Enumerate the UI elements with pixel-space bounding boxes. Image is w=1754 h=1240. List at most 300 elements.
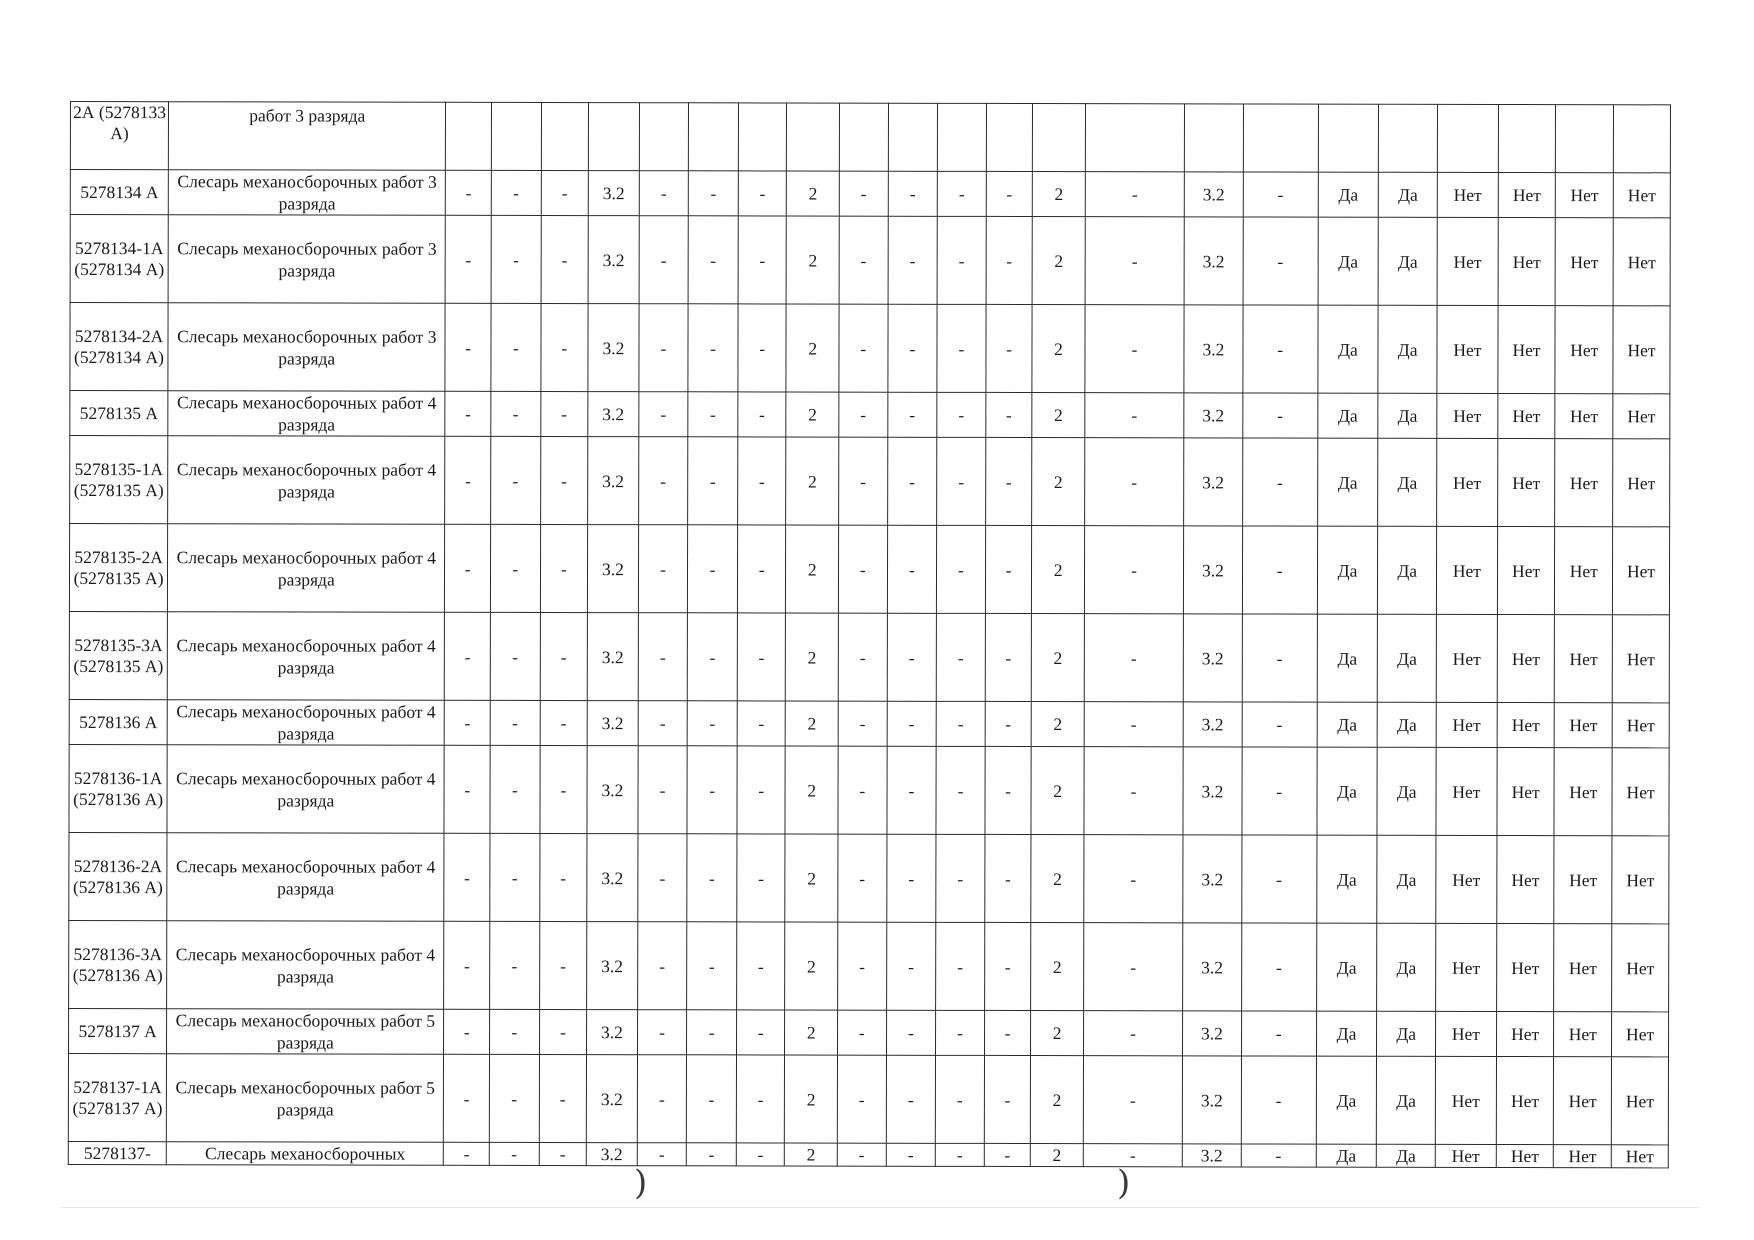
- value-cell-12: -: [985, 746, 1032, 834]
- value-cell-20: Нет: [1497, 702, 1555, 747]
- value-cell-14: -: [1085, 172, 1184, 217]
- value-cell-3: -: [540, 524, 588, 612]
- value-cell-6: -: [687, 1010, 737, 1055]
- value-cell-6: -: [688, 304, 738, 392]
- binder-hole-mark-left: ): [634, 1163, 648, 1203]
- position-name-cell: Слесарь механосборочных работ 3 разряда: [168, 215, 445, 304]
- table-row: [69, 1008, 1669, 1056]
- value-cell-12: -: [984, 1143, 1031, 1166]
- value-cell-16: -: [1242, 747, 1317, 835]
- position-name-cell: Слесарь механосборочных работ 5 разряда: [167, 1009, 444, 1055]
- value-cell-22: Нет: [1613, 218, 1670, 306]
- value-cell-17: Да: [1316, 1056, 1377, 1144]
- value-cell-16: -: [1242, 835, 1317, 923]
- value-cell-19: Нет: [1436, 702, 1497, 747]
- value-cell-16: -: [1242, 614, 1317, 702]
- value-cell-22: Нет: [1613, 439, 1670, 527]
- value-cell-17: Да: [1316, 923, 1377, 1011]
- value-cell-7: -: [737, 834, 786, 922]
- value-cell-3: -: [540, 745, 588, 833]
- value-cell-13: 2: [1031, 923, 1084, 1011]
- value-cell-13: 2: [1032, 438, 1085, 526]
- value-cell-4: 3.2: [588, 525, 639, 613]
- value-cell-13: 2: [1032, 393, 1085, 438]
- value-cell-3: -: [540, 436, 588, 524]
- value-cell-21: Нет: [1555, 218, 1613, 306]
- value-cell-5: -: [637, 1010, 687, 1055]
- value-cell-19: Нет: [1436, 747, 1497, 835]
- value-cell-19: Нет: [1436, 614, 1497, 702]
- value-cell-14: [1085, 104, 1184, 172]
- value-cell-1: -: [445, 303, 491, 391]
- value-cell-7: -: [737, 525, 786, 613]
- value-cell-16: -: [1243, 172, 1318, 217]
- value-cell-7: -: [738, 216, 787, 304]
- value-cell-20: Нет: [1496, 923, 1554, 1011]
- value-cell-3: [541, 102, 589, 170]
- value-cell-11: -: [937, 437, 986, 525]
- value-cell-1: -: [444, 921, 490, 1009]
- position-code-cell: 5278137-1А (5278137 А): [68, 1053, 166, 1141]
- value-cell-19: Нет: [1435, 1056, 1496, 1144]
- value-cell-19: Нет: [1436, 923, 1497, 1011]
- value-cell-14: -: [1085, 438, 1184, 526]
- value-cell-14: -: [1084, 526, 1183, 614]
- value-cell-18: Да: [1378, 614, 1437, 702]
- value-cell-12: -: [986, 392, 1033, 437]
- value-cell-14: -: [1084, 702, 1183, 747]
- value-cell-12: -: [986, 216, 1033, 304]
- value-cell-13: [1033, 104, 1086, 172]
- value-cell-20: Нет: [1498, 217, 1556, 305]
- table-row: [68, 1141, 1668, 1167]
- value-cell-22: Нет: [1611, 1057, 1668, 1145]
- value-cell-4: 3.2: [586, 1055, 637, 1143]
- value-cell-19: Нет: [1437, 438, 1498, 526]
- value-cell-7: [738, 103, 787, 171]
- value-cell-10: -: [887, 437, 937, 525]
- value-cell-1: -: [445, 700, 491, 745]
- position-code-cell: 5278134-2А (5278134 А): [70, 303, 168, 391]
- position-name-cell: Слесарь механосборочных работ 4 разряда: [168, 391, 445, 437]
- value-cell-21: Нет: [1555, 439, 1613, 527]
- value-cell-22: Нет: [1613, 527, 1670, 615]
- value-cell-18: Да: [1377, 835, 1436, 923]
- value-cell-14: -: [1085, 217, 1184, 305]
- value-cell-15: 3.2: [1183, 747, 1242, 835]
- value-cell-7: -: [737, 613, 786, 701]
- value-cell-15: 3.2: [1184, 217, 1243, 305]
- table-body: [68, 102, 1670, 1168]
- value-cell-10: -: [886, 1055, 936, 1143]
- table-row: [70, 303, 1670, 394]
- value-cell-12: -: [985, 437, 1032, 525]
- value-cell-20: Нет: [1496, 1056, 1554, 1144]
- value-cell-9: -: [838, 613, 887, 701]
- value-cell-21: [1556, 105, 1614, 173]
- value-cell-15: 3.2: [1183, 835, 1242, 923]
- value-cell-4: 3.2: [588, 392, 639, 437]
- value-cell-8: 2: [786, 392, 839, 437]
- value-cell-22: Нет: [1612, 703, 1669, 748]
- value-cell-8: 2: [786, 437, 839, 525]
- value-cell-21: Нет: [1556, 173, 1614, 218]
- attestation-table: [68, 101, 1671, 1168]
- value-cell-3: -: [541, 170, 589, 215]
- value-cell-2: -: [490, 745, 540, 833]
- value-cell-13: 2: [1032, 614, 1085, 702]
- value-cell-20: Нет: [1496, 1144, 1554, 1167]
- value-cell-15: 3.2: [1182, 1056, 1241, 1144]
- value-cell-19: Нет: [1436, 1011, 1497, 1056]
- value-cell-1: -: [446, 170, 492, 215]
- value-cell-5: -: [639, 304, 689, 392]
- value-cell-2: -: [489, 1009, 539, 1054]
- value-cell-11: -: [937, 525, 986, 613]
- value-cell-18: Да: [1378, 438, 1437, 526]
- value-cell-11: -: [937, 171, 986, 216]
- value-cell-11: [938, 103, 987, 171]
- table-row: [70, 391, 1670, 439]
- value-cell-17: Да: [1317, 614, 1378, 702]
- value-cell-6: -: [688, 216, 738, 304]
- position-name-cell: Слесарь механосборочных работ 4 разряда: [167, 833, 444, 922]
- value-cell-4: 3.2: [587, 1010, 638, 1055]
- value-cell-4: 3.2: [586, 1143, 637, 1166]
- value-cell-1: -: [445, 612, 491, 700]
- value-cell-7: -: [738, 171, 787, 216]
- value-cell-1: -: [444, 1054, 490, 1142]
- value-cell-15: 3.2: [1183, 526, 1242, 614]
- value-cell-13: 2: [1031, 835, 1084, 923]
- value-cell-17: Да: [1316, 1144, 1377, 1167]
- table-row: [69, 832, 1669, 923]
- value-cell-14: -: [1083, 1011, 1182, 1056]
- value-cell-11: -: [936, 701, 985, 746]
- position-name-cell: Слесарь механосборочных: [166, 1142, 443, 1166]
- value-cell-17: Да: [1316, 1011, 1377, 1056]
- value-cell-3: -: [540, 700, 588, 745]
- value-cell-15: 3.2: [1184, 393, 1243, 438]
- value-cell-12: -: [984, 1055, 1031, 1143]
- value-cell-21: Нет: [1555, 703, 1613, 748]
- value-cell-16: -: [1243, 305, 1318, 393]
- table-row: [70, 215, 1670, 306]
- value-cell-14: -: [1084, 747, 1183, 835]
- value-cell-12: -: [985, 701, 1032, 746]
- value-cell-16: -: [1242, 438, 1317, 526]
- position-code-cell: 5278136-1А (5278136 А): [69, 744, 167, 832]
- value-cell-16: -: [1243, 217, 1318, 305]
- value-cell-17: Да: [1317, 393, 1378, 438]
- table-row: [69, 920, 1669, 1011]
- value-cell-3: -: [539, 1142, 587, 1165]
- position-name-cell: Слесарь механосборочных работ 3 разряда: [168, 303, 445, 392]
- value-cell-19: Нет: [1436, 835, 1497, 923]
- value-cell-22: Нет: [1613, 173, 1670, 218]
- value-cell-11: -: [935, 1055, 984, 1143]
- value-cell-2: -: [491, 303, 541, 391]
- value-cell-13: 2: [1032, 526, 1085, 614]
- position-code-cell: 5278137 А: [69, 1008, 167, 1053]
- value-cell-16: -: [1242, 526, 1317, 614]
- value-cell-7: -: [737, 746, 786, 834]
- value-cell-3: -: [539, 921, 587, 1009]
- value-cell-10: -: [887, 613, 937, 701]
- value-cell-18: [1379, 104, 1438, 172]
- table-row: [70, 436, 1670, 527]
- value-cell-21: Нет: [1554, 836, 1612, 924]
- value-cell-14: -: [1085, 393, 1184, 438]
- position-name-cell: Слесарь механосборочных работ 4 разряда: [167, 700, 444, 746]
- value-cell-2: -: [491, 215, 541, 303]
- value-cell-20: Нет: [1498, 172, 1556, 217]
- binder-hole-mark-right: ): [1117, 1163, 1131, 1203]
- value-cell-18: Да: [1378, 393, 1437, 438]
- value-cell-20: Нет: [1497, 747, 1555, 835]
- value-cell-5: -: [638, 437, 688, 525]
- value-cell-13: 2: [1031, 747, 1084, 835]
- value-cell-21: Нет: [1554, 1057, 1612, 1145]
- value-cell-4: [588, 103, 639, 171]
- value-cell-13: 2: [1031, 702, 1084, 747]
- value-cell-4: 3.2: [587, 701, 638, 746]
- value-cell-7: -: [737, 701, 786, 746]
- value-cell-14: -: [1083, 923, 1182, 1011]
- value-cell-10: -: [888, 216, 938, 304]
- value-cell-8: 2: [787, 171, 840, 216]
- value-cell-6: -: [689, 171, 739, 216]
- value-cell-3: -: [539, 833, 587, 921]
- value-cell-9: [839, 103, 888, 171]
- value-cell-4: 3.2: [587, 922, 638, 1010]
- value-cell-7: -: [736, 922, 785, 1010]
- value-cell-14: -: [1083, 1144, 1182, 1167]
- value-cell-21: Нет: [1554, 1145, 1612, 1168]
- value-cell-22: Нет: [1613, 306, 1670, 394]
- value-cell-17: Да: [1318, 217, 1379, 305]
- value-cell-6: -: [687, 922, 737, 1010]
- value-cell-4: 3.2: [587, 613, 638, 701]
- value-cell-13: 2: [1033, 172, 1086, 217]
- value-cell-15: 3.2: [1183, 614, 1242, 702]
- value-cell-6: -: [687, 1143, 737, 1166]
- value-cell-5: -: [637, 922, 687, 1010]
- value-cell-1: [446, 102, 492, 170]
- position-code-cell: 5278135-1А (5278135 А): [70, 436, 168, 524]
- value-cell-5: -: [637, 1055, 687, 1143]
- value-cell-4: 3.2: [588, 216, 639, 304]
- value-cell-7: -: [738, 304, 787, 392]
- table-row: [68, 1053, 1668, 1144]
- value-cell-6: -: [687, 834, 737, 922]
- position-name-cell: Слесарь механосборочных работ 4 разряда: [167, 921, 444, 1010]
- value-cell-21: Нет: [1554, 748, 1612, 836]
- value-cell-7: -: [738, 392, 787, 437]
- value-cell-1: -: [444, 833, 490, 921]
- value-cell-13: 2: [1031, 1056, 1084, 1144]
- value-cell-14: -: [1084, 835, 1183, 923]
- value-cell-4: 3.2: [587, 834, 638, 922]
- position-name-cell: Слесарь механосборочных работ 4 разряда: [168, 436, 445, 525]
- value-cell-6: -: [688, 437, 738, 525]
- value-cell-18: Да: [1378, 526, 1437, 614]
- value-cell-3: -: [539, 1054, 587, 1142]
- position-code-cell: 5278134-1А (5278134 А): [70, 215, 168, 303]
- value-cell-11: -: [936, 746, 985, 834]
- value-cell-10: -: [886, 1010, 936, 1055]
- position-name-cell: работ 3 разряда: [169, 102, 446, 171]
- value-cell-12: -: [986, 171, 1033, 216]
- value-cell-18: Да: [1378, 217, 1437, 305]
- value-cell-11: -: [936, 834, 985, 922]
- value-cell-14: -: [1083, 1056, 1182, 1144]
- value-cell-7: -: [736, 1143, 785, 1166]
- value-cell-18: Да: [1377, 1056, 1436, 1144]
- value-cell-5: [639, 103, 689, 171]
- value-cell-15: 3.2: [1183, 923, 1242, 1011]
- value-cell-17: Да: [1317, 747, 1378, 835]
- value-cell-6: [689, 103, 739, 171]
- value-cell-1: -: [444, 1009, 490, 1054]
- value-cell-8: 2: [785, 1143, 838, 1166]
- value-cell-7: -: [737, 437, 786, 525]
- value-cell-12: -: [985, 834, 1032, 922]
- value-cell-20: Нет: [1497, 438, 1555, 526]
- value-cell-9: -: [839, 171, 888, 216]
- value-cell-21: Нет: [1555, 615, 1613, 703]
- value-cell-2: -: [490, 700, 540, 745]
- value-cell-2: -: [490, 524, 540, 612]
- value-cell-5: -: [638, 746, 688, 834]
- value-cell-20: [1498, 104, 1556, 172]
- value-cell-2: -: [489, 1142, 539, 1165]
- value-cell-6: -: [688, 613, 738, 701]
- position-code-cell: 5278136-2А (5278136 А): [69, 832, 167, 920]
- value-cell-4: 3.2: [588, 304, 639, 392]
- value-cell-9: -: [838, 746, 887, 834]
- value-cell-8: 2: [786, 525, 839, 613]
- value-cell-11: -: [937, 392, 986, 437]
- value-cell-11: -: [935, 1143, 984, 1166]
- value-cell-6: -: [688, 392, 738, 437]
- value-cell-1: -: [444, 745, 490, 833]
- value-cell-9: -: [838, 525, 887, 613]
- value-cell-19: Нет: [1437, 393, 1498, 438]
- value-cell-2: -: [491, 170, 541, 215]
- value-cell-10: [888, 103, 938, 171]
- value-cell-17: [1318, 104, 1379, 172]
- value-cell-8: 2: [786, 216, 839, 304]
- value-cell-1: -: [444, 1142, 490, 1165]
- value-cell-16: -: [1243, 393, 1318, 438]
- value-cell-16: -: [1242, 702, 1317, 747]
- value-cell-18: Да: [1377, 923, 1436, 1011]
- value-cell-16: -: [1241, 1144, 1316, 1167]
- value-cell-5: -: [639, 216, 689, 304]
- value-cell-15: 3.2: [1184, 438, 1243, 526]
- value-cell-8: 2: [785, 1055, 838, 1143]
- value-cell-19: Нет: [1437, 217, 1498, 305]
- value-cell-13: 2: [1032, 217, 1085, 305]
- value-cell-19: Нет: [1437, 172, 1498, 217]
- value-cell-20: Нет: [1498, 305, 1556, 393]
- value-cell-22: Нет: [1612, 924, 1669, 1012]
- value-cell-2: -: [490, 612, 540, 700]
- value-cell-20: Нет: [1497, 614, 1555, 702]
- value-cell-10: -: [887, 392, 937, 437]
- position-name-cell: Слесарь механосборочных работ 5 разряда: [166, 1054, 443, 1143]
- value-cell-10: -: [886, 1143, 936, 1166]
- value-cell-4: 3.2: [587, 746, 638, 834]
- value-cell-16: -: [1241, 1056, 1316, 1144]
- value-cell-3: -: [540, 612, 588, 700]
- value-cell-11: -: [936, 922, 985, 1010]
- value-cell-19: Нет: [1436, 526, 1497, 614]
- value-cell-17: Да: [1318, 172, 1379, 217]
- value-cell-9: -: [837, 1055, 886, 1143]
- value-cell-9: -: [839, 437, 888, 525]
- value-cell-8: 2: [786, 613, 839, 701]
- value-cell-20: Нет: [1496, 1011, 1554, 1056]
- position-code-cell: 5278137-: [68, 1141, 166, 1164]
- value-cell-10: -: [887, 525, 937, 613]
- value-cell-16: [1243, 104, 1318, 172]
- value-cell-18: Да: [1377, 747, 1436, 835]
- value-cell-21: Нет: [1555, 527, 1613, 615]
- value-cell-15: 3.2: [1183, 1011, 1242, 1056]
- value-cell-12: -: [985, 613, 1032, 701]
- table-row: [69, 524, 1669, 615]
- value-cell-11: -: [937, 304, 986, 392]
- value-cell-8: 2: [786, 701, 839, 746]
- value-cell-9: -: [839, 392, 888, 437]
- position-code-cell: 2А (5278133 А): [70, 102, 168, 170]
- value-cell-19: [1437, 104, 1498, 172]
- value-cell-20: Нет: [1497, 526, 1555, 614]
- value-cell-3: -: [539, 1009, 587, 1054]
- value-cell-3: -: [540, 391, 588, 436]
- value-cell-15: 3.2: [1183, 702, 1242, 747]
- value-cell-10: -: [887, 746, 937, 834]
- value-cell-15: 3.2: [1184, 305, 1243, 393]
- value-cell-10: -: [886, 834, 936, 922]
- value-cell-12: -: [985, 525, 1032, 613]
- value-cell-11: -: [937, 216, 986, 304]
- position-name-cell: Слесарь механосборочных работ 4 разряда: [167, 745, 444, 834]
- value-cell-18: Да: [1377, 1011, 1436, 1056]
- position-code-cell: 5278135-3А (5278135 А): [69, 611, 167, 699]
- value-cell-8: 2: [785, 746, 838, 834]
- value-cell-17: Да: [1318, 305, 1379, 393]
- value-cell-17: Да: [1317, 702, 1378, 747]
- value-cell-11: -: [936, 1010, 985, 1055]
- value-cell-8: 2: [785, 922, 838, 1010]
- value-cell-10: -: [887, 701, 937, 746]
- value-cell-15: [1184, 104, 1243, 172]
- value-cell-14: -: [1084, 614, 1183, 702]
- value-cell-1: -: [445, 524, 491, 612]
- value-cell-5: -: [638, 613, 688, 701]
- table-row: [70, 102, 1670, 173]
- value-cell-8: 2: [785, 1010, 838, 1055]
- value-cell-21: Нет: [1555, 394, 1613, 439]
- value-cell-16: -: [1241, 1011, 1316, 1056]
- position-code-cell: 5278134 А: [70, 170, 168, 215]
- value-cell-2: -: [490, 833, 540, 921]
- table-row: [69, 611, 1669, 702]
- value-cell-2: -: [489, 1054, 539, 1142]
